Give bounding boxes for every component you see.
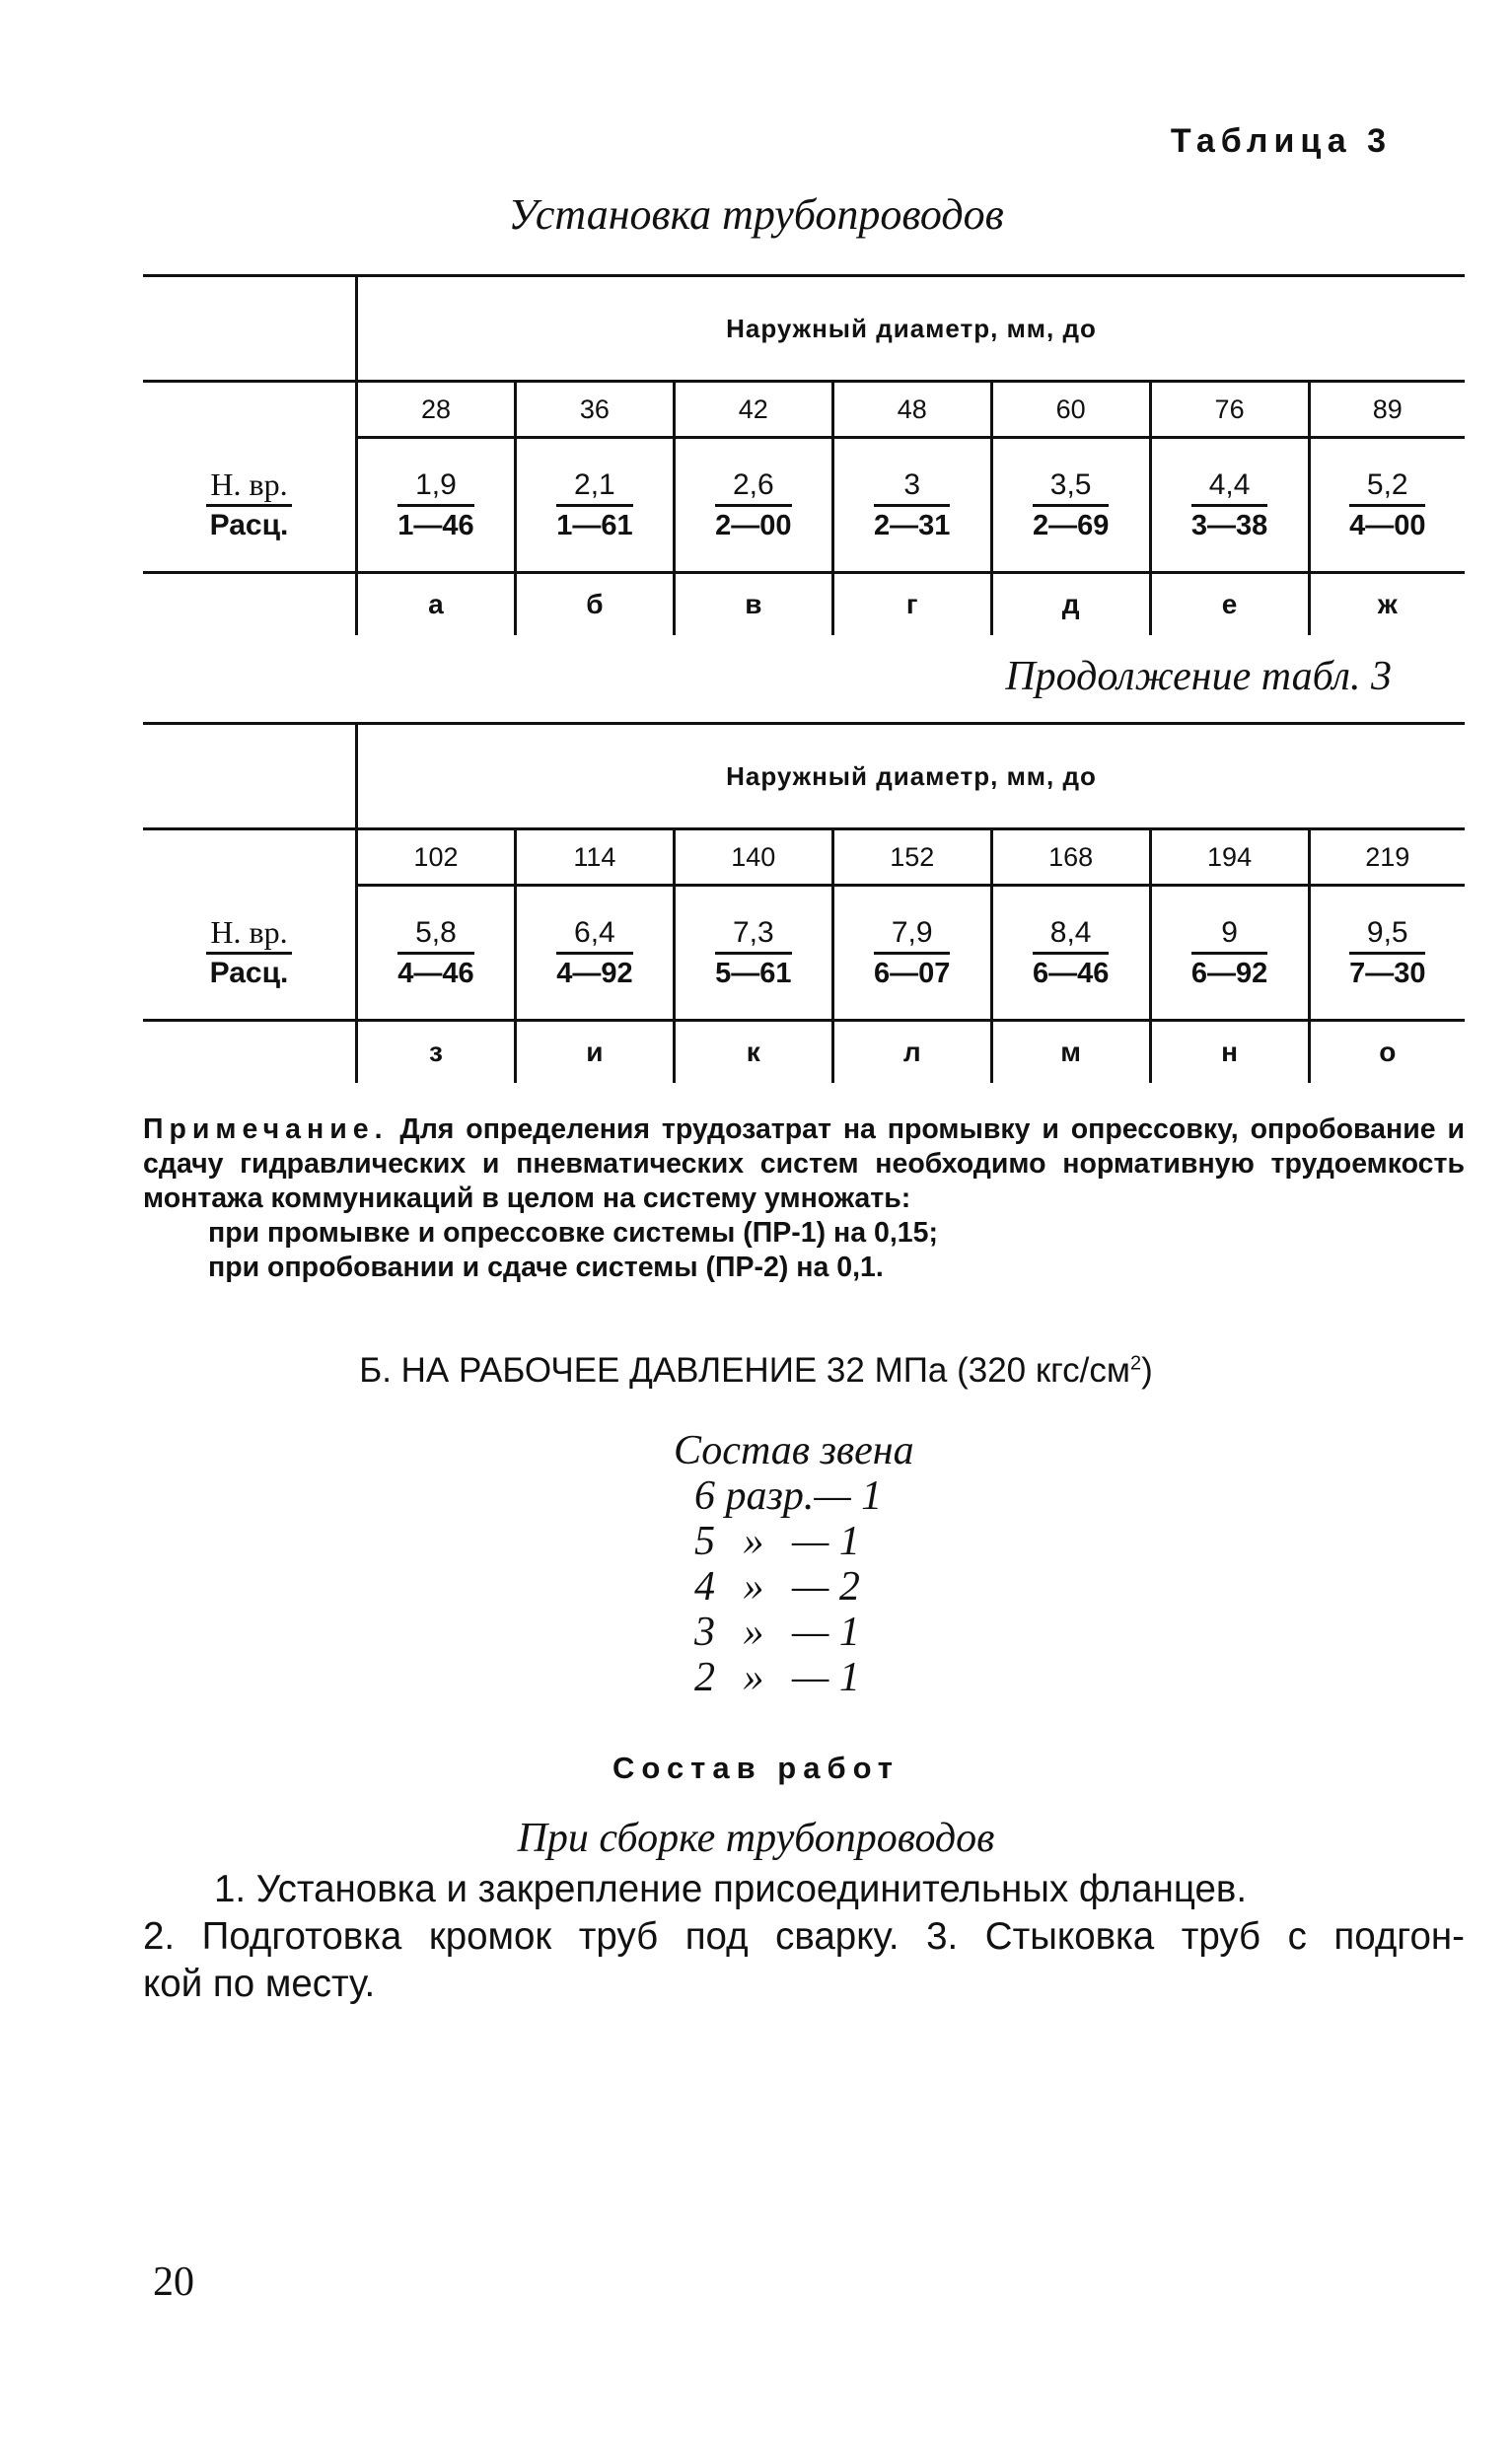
page-number: 20 xyxy=(153,2259,194,2305)
diameter-cell: 194 xyxy=(1150,829,1309,886)
norm-cell: $\frac{5,2}{4—00}$ xyxy=(1309,438,1465,573)
diameter-cell: 168 xyxy=(991,829,1150,886)
note-prefix: Примечание. xyxy=(143,1113,389,1145)
section-title: Б. НА РАБОЧЕЕ ДАВЛЕНИЕ 32 МПа (320 кгс/$см^2$) xyxy=(359,1351,1153,1390)
crew-row: 2 » — 1 xyxy=(694,1655,860,1700)
column-letter: л xyxy=(832,1021,991,1084)
crew-row: 4 » — 2 xyxy=(694,1564,860,1610)
column-letter: д xyxy=(991,573,1150,636)
works-line: 1. Установка и закрепление присоединительных фланцев. xyxy=(214,1868,1248,1910)
note-text: Для определения трудозатрат на промывку и опрессовку, опробование и сдачу гидравлических и пневматических систем необходимо нормативную трудоемкость монтажа коммуникаций в целом на систему умножать: xyxy=(143,1113,1465,1214)
row-label: Н. вр. Расц. xyxy=(143,438,357,573)
crew-row: 6 разр.— 1 xyxy=(694,1473,883,1519)
column-letter: и xyxy=(515,1021,674,1084)
diameter-cell: 48 xyxy=(832,382,991,438)
norm-cell: $\frac{2,6}{2—00}$ xyxy=(674,438,832,573)
diameter-cell: 42 xyxy=(674,382,832,438)
note-item: при опробовании и сдаче системы (ПР-2) на 0,1. xyxy=(208,1252,884,1283)
column-letter: м xyxy=(991,1021,1150,1084)
continuation-caption: Продолжение табл. 3 xyxy=(1005,654,1392,699)
norm-cell: $\frac{7,9}{6—07}$ xyxy=(832,886,991,1021)
norm-cell: $\frac{5,8}{4—46}$ xyxy=(357,886,516,1021)
column-letter: о xyxy=(1309,1021,1465,1084)
column-letter: е xyxy=(1150,573,1309,636)
diameter-cell: 89 xyxy=(1309,382,1465,438)
works-body xyxy=(143,1866,1465,2008)
works-line: 2. Подготовка кромок труб под сварку. 3. Стыковка труб с подгон- xyxy=(143,1915,1465,1958)
norm-cell: $\frac{2,1}{1—61}$ xyxy=(515,438,674,573)
diameter-cell: 28 xyxy=(357,382,516,438)
norm-cell: $\frac{3,5}{2—69}$ xyxy=(991,438,1150,573)
norms-table-2 xyxy=(143,722,1465,1083)
norm-cell: $\frac{9}{6—92}$ xyxy=(1150,886,1309,1021)
crew-row: 5 » — 1 xyxy=(694,1519,860,1564)
norm-cell: $\frac{6,4}{4—92}$ xyxy=(515,886,674,1021)
crew-row: 3 » — 1 xyxy=(694,1610,860,1655)
norm-cell: $\frac{4,4}{3—38}$ xyxy=(1150,438,1309,573)
works-line: кой по месту. xyxy=(143,1963,376,2005)
norm-cell: $\frac{7,3}{5—61}$ xyxy=(674,886,832,1021)
diameter-cell: 114 xyxy=(515,829,674,886)
diameter-header: Наружный диаметр, мм, до xyxy=(357,276,1466,382)
note-item: при промывке и опрессовке системы (ПР-1) на 0,15; xyxy=(208,1217,938,1249)
crew-title: Состав звена xyxy=(674,1428,914,1473)
diameter-cell: 76 xyxy=(1150,382,1309,438)
diameter-cell: 36 xyxy=(515,382,674,438)
norm-cell: $\frac{3}{2—31}$ xyxy=(832,438,991,573)
column-letter: к xyxy=(674,1021,832,1084)
column-letter: а xyxy=(357,573,516,636)
works-title: Состав работ xyxy=(612,1751,900,1785)
crew-composition xyxy=(674,1428,914,1700)
column-letter: в xyxy=(674,573,832,636)
norm-cell: $\frac{9,5}{7—30}$ xyxy=(1309,886,1465,1021)
column-letter: г xyxy=(832,573,991,636)
diameter-cell: 140 xyxy=(674,829,832,886)
column-letter: з xyxy=(357,1021,516,1084)
norm-cell: $\frac{1,9}{1—46}$ xyxy=(357,438,516,573)
diameter-cell: 219 xyxy=(1309,829,1465,886)
norm-cell: $\frac{8,4}{6—46}$ xyxy=(991,886,1150,1021)
diameter-cell: 152 xyxy=(832,829,991,886)
diameter-header: Наружный диаметр, мм, до xyxy=(357,724,1466,829)
diameter-cell: 60 xyxy=(991,382,1150,438)
table-number: Таблица 3 xyxy=(1170,122,1392,160)
norms-table-1 xyxy=(143,274,1465,635)
works-subtitle: При сборке трубопроводов xyxy=(517,1816,995,1861)
table-note xyxy=(143,1112,1465,1285)
column-letter: б xyxy=(515,573,674,636)
column-letter: ж xyxy=(1309,573,1465,636)
diameter-cell: 102 xyxy=(357,829,516,886)
row-label: Н. вр. Расц. xyxy=(143,886,357,1021)
column-letter: н xyxy=(1150,1021,1309,1084)
table-caption: Установка трубопроводов xyxy=(508,190,1004,239)
